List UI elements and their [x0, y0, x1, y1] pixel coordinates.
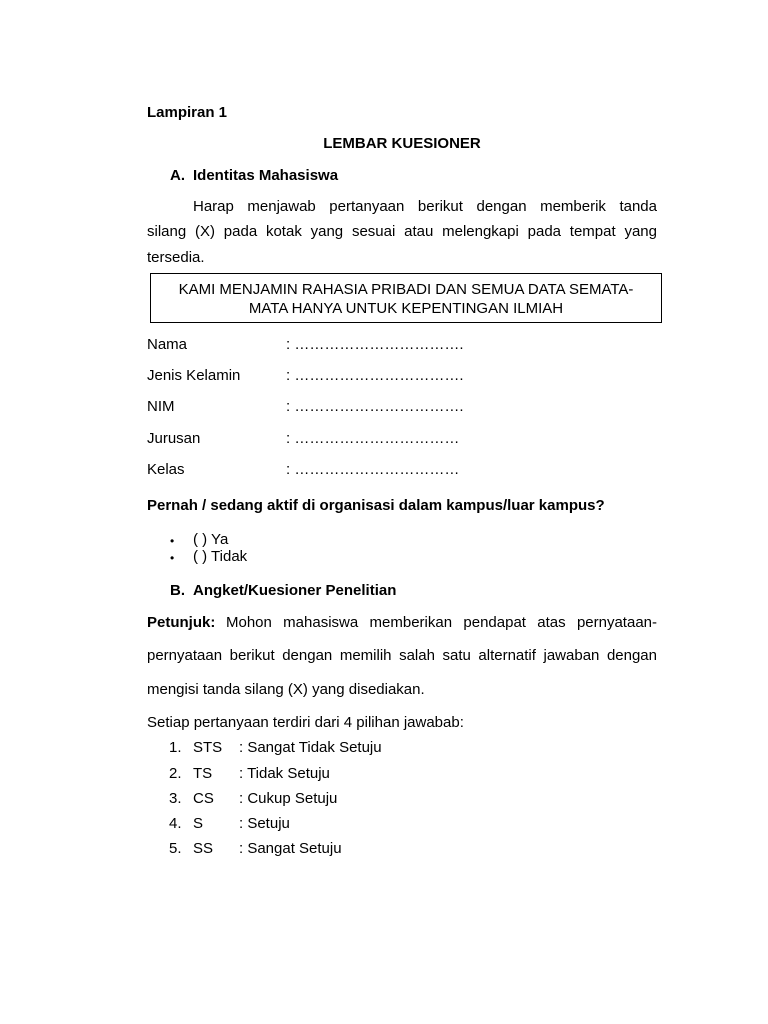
choice-desc: : Sangat Tidak Setuju	[239, 739, 382, 756]
section-b-number: B.	[170, 582, 185, 599]
section-b-heading: Angket/Kuesioner Penelitian	[193, 582, 397, 599]
choice-code: STS	[193, 739, 223, 756]
field-value-kelas[interactable]: : ……………………………	[286, 461, 460, 478]
choice-number: 1.	[169, 739, 182, 756]
choice-desc: : Tidak Setuju	[239, 765, 330, 782]
choice-desc: : Setuju	[239, 815, 290, 832]
petunjuk-label: Petunjuk:	[147, 614, 216, 631]
option-tidak[interactable]: ( ) Tidak	[193, 548, 248, 565]
notice-line-2: MATA HANYA UNTUK KEPENTINGAN ILMIAH	[248, 300, 564, 317]
field-value-jenis-kelamin[interactable]: : …………………………….	[286, 367, 464, 384]
bullet-icon: •	[170, 534, 175, 548]
field-label-nama: Nama	[147, 336, 188, 353]
choices-intro: Setiap pertanyaan terdiri dari 4 pilihan jawabab:	[147, 714, 464, 731]
petunjuk-line-2: pernyataan berikut dengan memilih salah satu alternatif jawaban dengan	[147, 647, 657, 664]
choice-desc: : Sangat Setuju	[239, 840, 342, 857]
choice-number: 5.	[169, 840, 182, 857]
field-value-jurusan[interactable]: : ……………………………	[286, 430, 460, 447]
field-label-kelas: Kelas	[147, 461, 185, 478]
field-label-jenis-kelamin: Jenis Kelamin	[147, 367, 241, 384]
choice-desc: : Cukup Setuju	[239, 790, 338, 807]
instruction-line-3: tersedia.	[147, 249, 205, 266]
petunjuk-line-1: Mohon mahasiswa memberikan pendapat atas pernyataan-	[226, 614, 657, 631]
organization-question: Pernah / sedang aktif di organisasi dalam kampus/luar kampus?	[147, 497, 605, 514]
choice-number: 2.	[169, 765, 182, 782]
petunjuk-line-3: mengisi tanda silang (X) yang disediakan.	[147, 681, 425, 698]
choice-code: S	[193, 815, 204, 832]
section-a-number: A.	[170, 167, 185, 184]
field-label-nim: NIM	[147, 398, 175, 415]
field-value-nama[interactable]: : …………………………….	[286, 336, 464, 353]
choice-number: 3.	[169, 790, 182, 807]
notice-line-1: KAMI MENJAMIN RAHASIA PRIBADI DAN SEMUA DATA SEMATA-	[178, 281, 634, 298]
lampiran-label: Lampiran 1	[147, 104, 228, 121]
instruction-line-2: silang (X) pada kotak yang sesuai atau melengkapi pada tempat yang	[147, 223, 657, 240]
section-a-heading: Identitas Mahasiswa	[193, 167, 339, 184]
option-ya[interactable]: ( ) Ya	[193, 531, 229, 548]
choice-number: 4.	[169, 815, 182, 832]
instruction-line-1: Harap menjawab pertanyaan berikut dengan memberik tanda	[193, 198, 657, 215]
choice-code: CS	[193, 790, 214, 807]
choice-code: SS	[193, 840, 214, 857]
field-value-nim[interactable]: : …………………………….	[286, 398, 464, 415]
choice-code: TS	[193, 765, 213, 782]
field-label-jurusan: Jurusan	[147, 430, 201, 447]
bullet-icon: •	[170, 551, 175, 565]
document-title: LEMBAR KUESIONER	[323, 135, 481, 152]
confidentiality-notice-box	[150, 273, 662, 323]
